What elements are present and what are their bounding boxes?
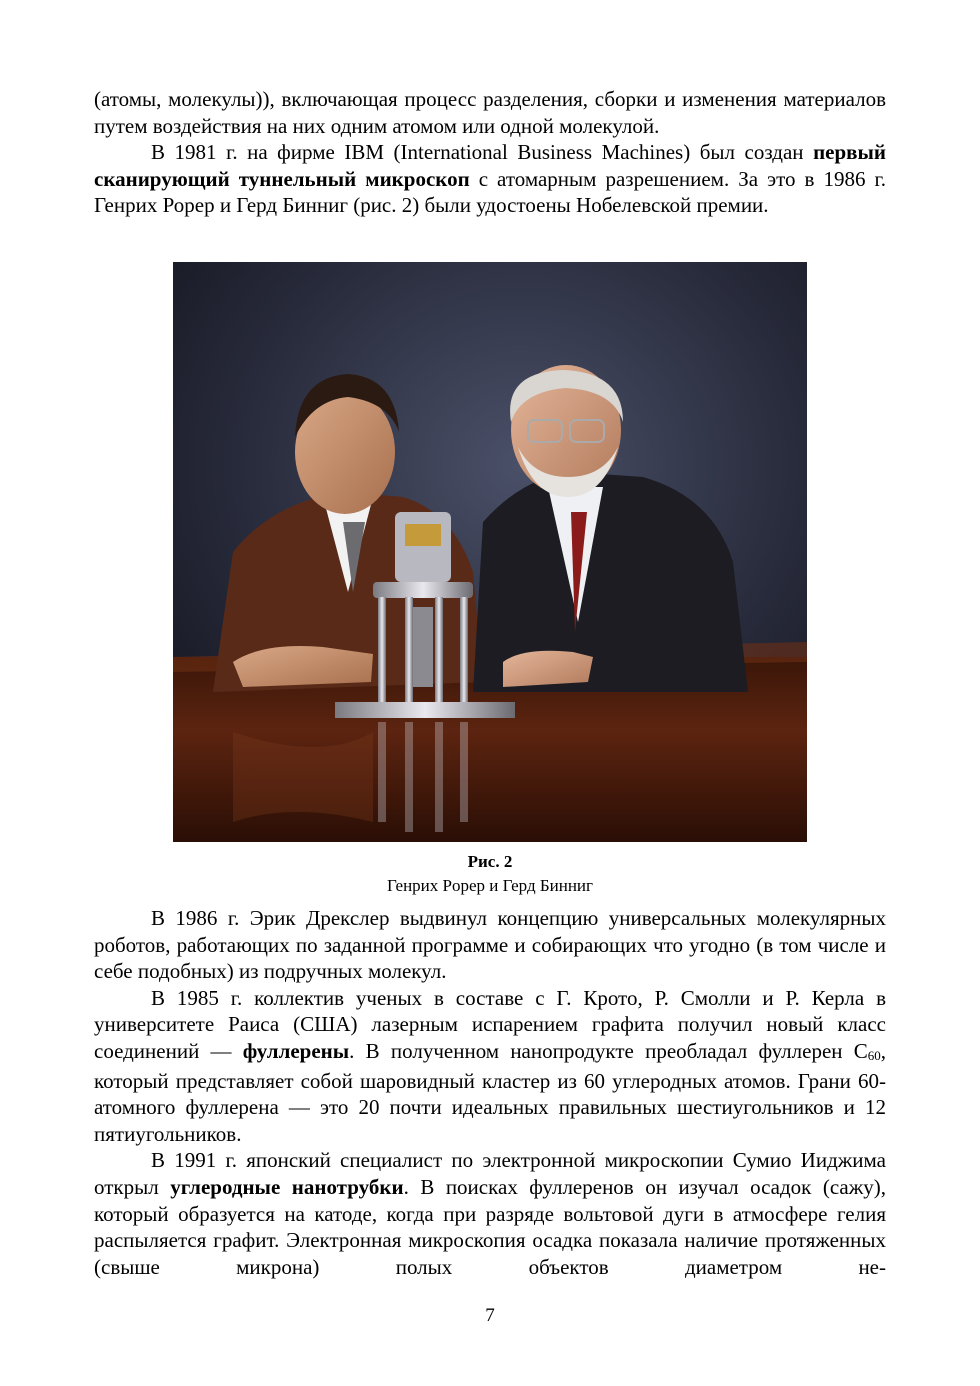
page-number: 7 bbox=[485, 1305, 495, 1326]
bottom-text-block bbox=[94, 905, 886, 1280]
paragraph-continuation: (атомы, молекулы)), включающая процесс разделения, сборки и изменения материалов путем воздействия на них одним атомом или одной молекулой. bbox=[94, 87, 887, 138]
paragraph-fullerenes: В 1985 г. коллектив ученых в составе с Г. Крото, Р. Смолли и Р. Керла в университете Раиса (США) лазерным испарением графита получил новый класс соединений — фуллерены. В полученном нанопродукте преобладал фуллерен $C_{60}$, который представляет собой шаровидный кластер из 60 углеродных атомов. Грани 60-атомного фуллерена — это 20 почти идеальных правильных шестиугольников и 12 пятиугольников. bbox=[94, 985, 886, 1146]
bold-term-microscope: первый сканирующий туннельный микроскоп bbox=[94, 140, 886, 191]
photo-rohrer-binnig bbox=[173, 262, 807, 842]
paragraph-ibm-microscope: В 1981 г. на фирме IBM (International Business Machines) был создан первый сканирующий туннельный микроскоп с атомарным разрешением. За это в 1986 г. Генрих Рорер и Герд Бинниг (рис. 2) были удостоены Нобелевской премии. bbox=[94, 140, 886, 218]
top-text-block bbox=[94, 86, 886, 219]
bold-term-nanotubes: углеродные нанотрубки bbox=[170, 1174, 404, 1199]
figure-label: Рис. 2 bbox=[467, 852, 513, 871]
subscript-60: 60 bbox=[867, 1047, 881, 1063]
bold-term-fullerenes: фуллерены bbox=[242, 1038, 350, 1063]
figure-photo bbox=[173, 262, 807, 842]
paragraph-nanotubes: В 1991 г. японский специалист по электронной микроскопии Сумио Ииджима открыл углеродные нанотрубки. В поисках фуллеренов он изучал осадок (сажу), который образуется на катоде, когда при разряде вольтовой дуги в атмосфере гелия распыляется графит. Электронная микроскопия осадка показала наличие протяженных (свыше микрона) полых объектов диаметром не- bbox=[94, 1148, 887, 1279]
figure-caption: Генрих Popep и Герд Бинниг bbox=[386, 876, 593, 895]
paragraph-drexler: В 1986 г. Эрик Дрекслер выдвинул концепцию универсальных молекулярных роботов, работающих по заданной программе и собирающих что угодно (в том числе и себе подобных) из подручных молекул. bbox=[94, 906, 886, 984]
